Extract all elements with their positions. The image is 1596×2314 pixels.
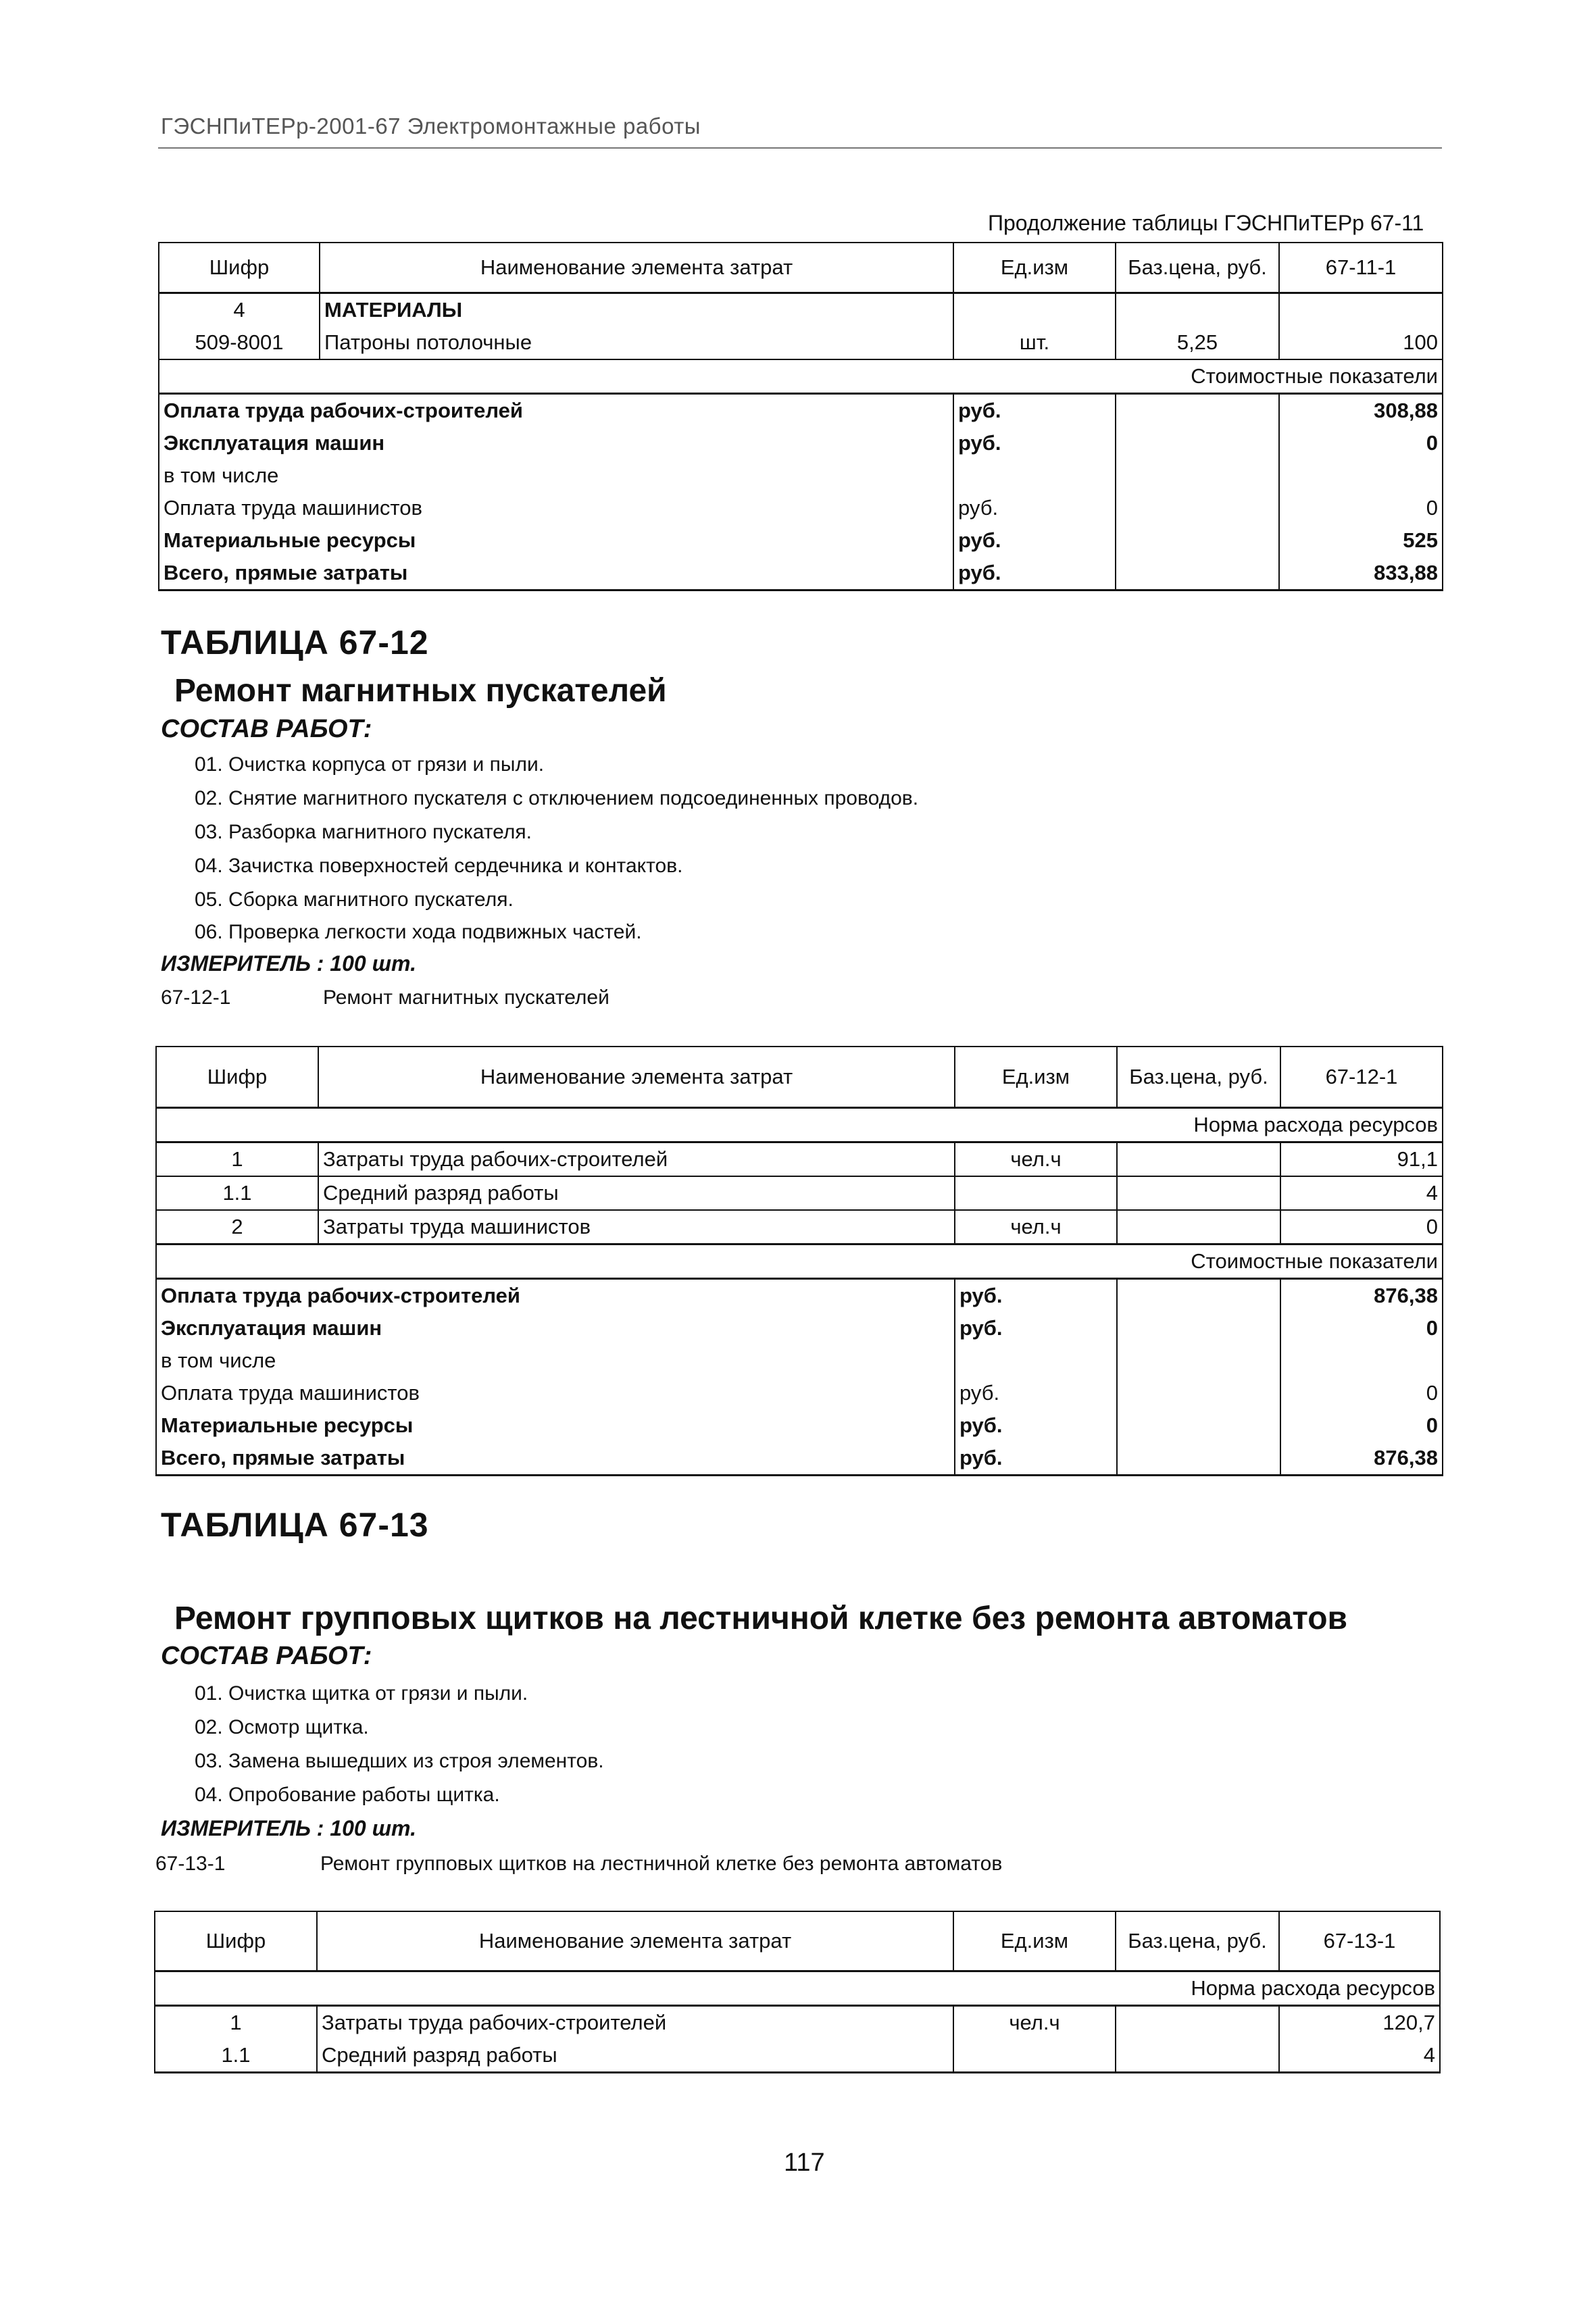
row-unit: шт. bbox=[953, 326, 1116, 359]
table-67-12-title: Ремонт магнитных пускателей bbox=[174, 673, 667, 709]
row-name: Затраты труда рабочих-строителей bbox=[317, 2006, 953, 2040]
cost-name: Материальные ресурсы bbox=[159, 524, 953, 557]
row-price bbox=[1116, 2006, 1279, 2040]
continuation-caption: Продолжение таблицы ГЭСНПиТЕРр 67-11 bbox=[988, 211, 1424, 235]
cost-row bbox=[156, 1442, 1443, 1476]
column-header-unit: Ед.изм bbox=[955, 1047, 1117, 1108]
row-price bbox=[1116, 2039, 1279, 2073]
cost-row bbox=[159, 459, 1443, 492]
norm-caption-row bbox=[156, 1108, 1443, 1142]
cost-caption: Стоимостные показатели bbox=[156, 1244, 1443, 1279]
table-row bbox=[159, 293, 1443, 327]
table-header-row bbox=[156, 1047, 1443, 1108]
row-code: 1.1 bbox=[155, 2039, 317, 2073]
item-name: Ремонт магнитных пускателей bbox=[323, 986, 609, 1009]
column-header-name: Наименование элемента затрат bbox=[320, 243, 953, 293]
work-item: 02. Снятие магнитного пускателя с отключением подсоединенных проводов. bbox=[195, 787, 919, 809]
column-header-name: Наименование элемента затрат bbox=[318, 1047, 955, 1108]
cost-value bbox=[1279, 459, 1443, 492]
item-code: 67-13-1 bbox=[155, 1853, 226, 1875]
works-label: СОСТАВ РАБОТ: bbox=[161, 1642, 372, 1670]
cost-row bbox=[156, 1377, 1443, 1409]
measure: ИЗМЕРИТЕЛЬ : 100 шт. bbox=[161, 951, 416, 976]
cost-row bbox=[159, 557, 1443, 590]
cost-row bbox=[156, 1344, 1443, 1377]
row-value: 4 bbox=[1279, 2039, 1440, 2073]
column-header-unit: Ед.изм bbox=[953, 1911, 1116, 1971]
work-item: 01. Очистка корпуса от грязи и пыли. bbox=[195, 753, 545, 776]
cost-unit: руб. bbox=[955, 1409, 1117, 1442]
cost-value: 308,88 bbox=[1279, 394, 1443, 428]
cost-caption-row bbox=[156, 1244, 1443, 1279]
work-item: 03. Разборка магнитного пускателя. bbox=[195, 821, 532, 843]
cost-value: 0 bbox=[1280, 1312, 1443, 1344]
row-name: Затраты труда рабочих-строителей bbox=[318, 1142, 955, 1177]
row-unit: чел.ч bbox=[953, 2006, 1116, 2040]
table-row bbox=[156, 1210, 1443, 1244]
cost-value: 525 bbox=[1279, 524, 1443, 557]
norm-caption: Норма расхода ресурсов bbox=[155, 1971, 1440, 2006]
table-67-12-heading: ТАБЛИЦА 67-12 bbox=[161, 624, 429, 661]
cost-value bbox=[1280, 1344, 1443, 1377]
cost-name: в том числе bbox=[159, 459, 953, 492]
row-code: 1 bbox=[156, 1142, 318, 1177]
work-item: 02. Осмотр щитка. bbox=[195, 1716, 369, 1738]
measure: ИЗМЕРИТЕЛЬ : 100 шт. bbox=[161, 1816, 416, 1840]
row-value: 4 bbox=[1280, 1176, 1443, 1210]
row-price bbox=[1117, 1176, 1280, 1210]
cost-value: 0 bbox=[1279, 427, 1443, 459]
header-rule bbox=[158, 147, 1442, 149]
row-name: Средний разряд работы bbox=[318, 1176, 955, 1210]
work-item: 01. Очистка щитка от грязи и пыли. bbox=[195, 1682, 528, 1705]
cost-name: Эксплуатация машин bbox=[156, 1312, 955, 1344]
works-label: СОСТАВ РАБОТ: bbox=[161, 715, 372, 743]
row-name: МАТЕРИАЛЫ bbox=[320, 293, 953, 327]
cost-unit: руб. bbox=[955, 1442, 1117, 1476]
row-price bbox=[1117, 1142, 1280, 1177]
norm-caption: Норма расхода ресурсов bbox=[156, 1108, 1443, 1142]
row-code: 2 bbox=[156, 1210, 318, 1244]
work-item: 06. Проверка легкости хода подвижных частей. bbox=[195, 921, 642, 943]
cost-value: 876,38 bbox=[1280, 1279, 1443, 1313]
cost-caption: Стоимостные показатели bbox=[159, 359, 1443, 394]
cost-value: 876,38 bbox=[1280, 1442, 1443, 1476]
column-header-price: Баз.цена, руб. bbox=[1116, 1911, 1279, 1971]
cost-unit: руб. bbox=[955, 1312, 1117, 1344]
work-item: 04. Опробование работы щитка. bbox=[195, 1784, 500, 1806]
cost-row bbox=[159, 394, 1443, 428]
item-name: Ремонт групповых щитков на лестничной клетке без ремонта автоматов bbox=[320, 1853, 1003, 1875]
cost-name: Оплата труда рабочих-строителей bbox=[159, 394, 953, 428]
cost-unit: руб. bbox=[955, 1377, 1117, 1409]
table-row bbox=[156, 1176, 1443, 1210]
running-header: ГЭСНПиТЕРр-2001-67 Электромонтажные работы bbox=[161, 114, 701, 139]
row-price bbox=[1116, 293, 1279, 327]
table-row bbox=[155, 2039, 1440, 2073]
cost-caption-row bbox=[159, 359, 1443, 394]
row-name: Средний разряд работы bbox=[317, 2039, 953, 2073]
row-code: 509-8001 bbox=[159, 326, 320, 359]
cost-unit: руб. bbox=[953, 427, 1116, 459]
cost-unit: руб. bbox=[953, 492, 1116, 524]
column-header-item: 67-11-1 bbox=[1279, 243, 1443, 293]
table-67-13-heading: ТАБЛИЦА 67-13 bbox=[161, 1506, 429, 1544]
cost-unit: руб. bbox=[955, 1279, 1117, 1313]
column-header-price: Баз.цена, руб. bbox=[1117, 1047, 1280, 1108]
row-unit bbox=[955, 1176, 1117, 1210]
row-unit: чел.ч bbox=[955, 1210, 1117, 1244]
row-code: 1.1 bbox=[156, 1176, 318, 1210]
row-unit bbox=[953, 2039, 1116, 2073]
row-price bbox=[1117, 1210, 1280, 1244]
cost-row bbox=[159, 524, 1443, 557]
table-row bbox=[155, 2006, 1440, 2040]
row-value: 120,7 bbox=[1279, 2006, 1440, 2040]
row-code: 1 bbox=[155, 2006, 317, 2040]
cost-name: Оплата труда машинистов bbox=[159, 492, 953, 524]
cost-name: Оплата труда машинистов bbox=[156, 1377, 955, 1409]
cost-unit bbox=[955, 1344, 1117, 1377]
cost-name: Оплата труда рабочих-строителей bbox=[156, 1279, 955, 1313]
work-item: 05. Сборка магнитного пускателя. bbox=[195, 888, 514, 911]
column-header-code: Шифр bbox=[155, 1911, 317, 1971]
page-number: 117 bbox=[784, 2148, 825, 2177]
table-67-13-title: Ремонт групповых щитков на лестничной клетке без ремонта автоматов bbox=[174, 1601, 1348, 1636]
cost-row bbox=[159, 492, 1443, 524]
column-header-name: Наименование элемента затрат bbox=[317, 1911, 953, 1971]
column-header-item: 67-13-1 bbox=[1279, 1911, 1440, 1971]
work-item: 04. Зачистка поверхностей сердечника и контактов. bbox=[195, 855, 683, 877]
cost-value: 833,88 bbox=[1279, 557, 1443, 590]
norm-caption-row bbox=[155, 1971, 1440, 2006]
cost-name: Всего, прямые затраты bbox=[156, 1442, 955, 1476]
column-header-code: Шифр bbox=[156, 1047, 318, 1108]
row-name: Патроны потолочные bbox=[320, 326, 953, 359]
cost-row bbox=[159, 427, 1443, 459]
column-header-code: Шифр bbox=[159, 243, 320, 293]
table-header-row bbox=[159, 243, 1443, 293]
cost-row bbox=[156, 1409, 1443, 1442]
cost-unit: руб. bbox=[953, 557, 1116, 590]
row-value bbox=[1279, 293, 1443, 327]
cost-value: 0 bbox=[1280, 1377, 1443, 1409]
row-unit bbox=[953, 293, 1116, 327]
table-67-12 bbox=[155, 1046, 1443, 1476]
work-item: 03. Замена вышедших из строя элементов. bbox=[195, 1750, 604, 1772]
row-name: Затраты труда машинистов bbox=[318, 1210, 955, 1244]
table-67-11-continuation bbox=[158, 242, 1443, 591]
column-header-unit: Ед.изм bbox=[953, 243, 1116, 293]
cost-name: Эксплуатация машин bbox=[159, 427, 953, 459]
row-value: 0 bbox=[1280, 1210, 1443, 1244]
cost-value: 0 bbox=[1280, 1409, 1443, 1442]
row-unit: чел.ч bbox=[955, 1142, 1117, 1177]
cost-unit bbox=[953, 459, 1116, 492]
row-value: 91,1 bbox=[1280, 1142, 1443, 1177]
row-price: 5,25 bbox=[1116, 326, 1279, 359]
cost-unit: руб. bbox=[953, 524, 1116, 557]
row-value: 100 bbox=[1279, 326, 1443, 359]
table-row bbox=[156, 1142, 1443, 1177]
cost-row bbox=[156, 1312, 1443, 1344]
cost-unit: руб. bbox=[953, 394, 1116, 428]
table-header-row bbox=[155, 1911, 1440, 1971]
cost-name: Материальные ресурсы bbox=[156, 1409, 955, 1442]
cost-name: в том числе bbox=[156, 1344, 955, 1377]
column-header-price: Баз.цена, руб. bbox=[1116, 243, 1279, 293]
row-code: 4 bbox=[159, 293, 320, 327]
table-67-13 bbox=[154, 1911, 1441, 2073]
column-header-item: 67-12-1 bbox=[1280, 1047, 1443, 1108]
cost-value: 0 bbox=[1279, 492, 1443, 524]
cost-row bbox=[156, 1279, 1443, 1313]
cost-name: Всего, прямые затраты bbox=[159, 557, 953, 590]
table-row bbox=[159, 326, 1443, 359]
item-code: 67-12-1 bbox=[161, 986, 231, 1009]
